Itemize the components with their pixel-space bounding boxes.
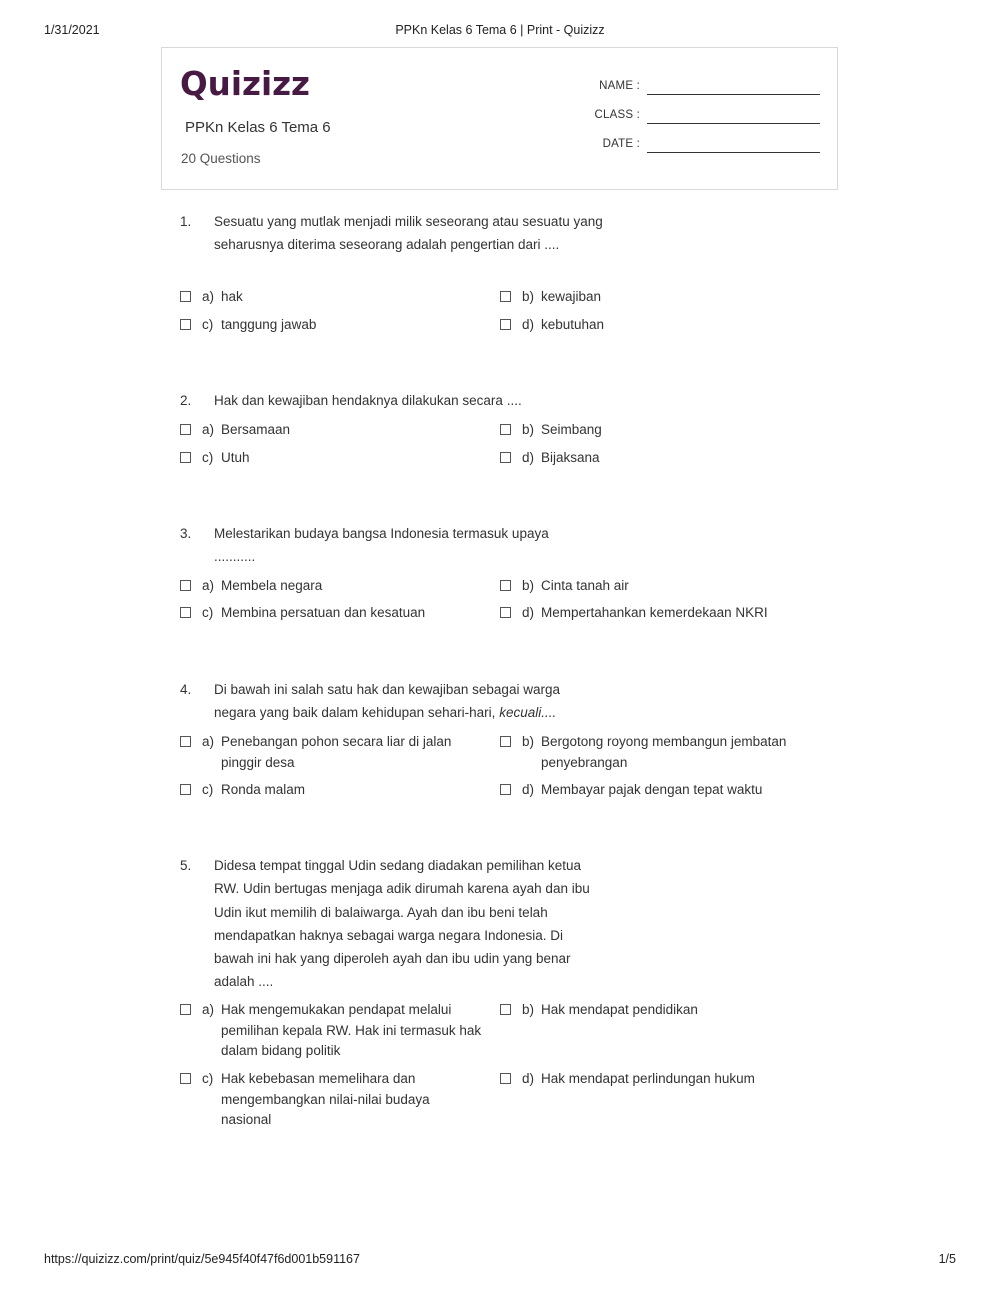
option-letter: a) — [202, 578, 215, 593]
date-line[interactable] — [647, 152, 820, 153]
class-field[interactable] — [560, 107, 820, 127]
question-count: 20 Questions — [181, 151, 261, 166]
option-letter: b) — [522, 578, 535, 593]
question-number: 2. — [180, 393, 192, 408]
print-date: 1/31/2021 — [44, 23, 100, 37]
question-number: 5. — [180, 858, 192, 873]
quizizz-logo-icon — [180, 62, 312, 102]
print-url: https://quizizz.com/print/quiz/5e945f40f47f6d001b591167 — [44, 1252, 360, 1266]
question-text-main: Di bawah ini salah satu hak dan kewajiban sebagai warga negara yang baik dalam kehidupan sehari-hari, — [214, 682, 560, 721]
name-field[interactable] — [560, 78, 820, 98]
question-text: Didesa tempat tinggal Udin sedang diadakan pemilihan ketua RW. Udin bertugas menjaga adik dirumah karena ayah dan ibu Udin ikut memilih di balaiwarga. Ayah dan ibu beni telah mendapatkan haknya sebagai warga negara Indonesia. Di bawah ini hak yang diperoleh ayah dan ibu udin yang benar adalah .... — [214, 858, 590, 990]
checkbox[interactable] — [180, 1004, 191, 1015]
option-letter: c) — [202, 1071, 214, 1086]
option-text: Cinta tanah air — [541, 578, 629, 593]
option-text: Membela negara — [221, 578, 323, 593]
quiz-title: PPKn Kelas 6 Tema 6 — [185, 119, 331, 136]
checkbox[interactable] — [180, 580, 191, 591]
print-page-number: 1/5 — [938, 1252, 956, 1266]
checkbox[interactable] — [500, 580, 511, 591]
option-text: hak — [221, 289, 243, 304]
option-letter: c) — [202, 317, 214, 332]
question-text: Hak dan kewajiban hendaknya dilakukan secara .... — [214, 393, 522, 408]
date-label: DATE : — [602, 138, 640, 150]
checkbox[interactable] — [500, 319, 511, 330]
option-text: Hak mendapat pendidikan — [541, 1002, 698, 1017]
option-text: Membina persatuan dan kesatuan — [221, 605, 426, 620]
checkbox[interactable] — [500, 291, 511, 302]
checkbox[interactable] — [500, 736, 511, 747]
checkbox[interactable] — [500, 1004, 511, 1015]
option-text: Seimbang — [541, 422, 602, 437]
name-line[interactable] — [647, 94, 820, 95]
option-letter: d) — [522, 317, 535, 332]
option-letter: b) — [522, 734, 535, 749]
class-line[interactable] — [647, 123, 820, 124]
option-text: Bijaksana — [541, 450, 600, 465]
question-text — [214, 678, 586, 725]
class-label: CLASS : — [594, 109, 640, 121]
option-text: Utuh — [221, 450, 250, 465]
option-letter: d) — [522, 1071, 535, 1086]
question-text: Sesuatu yang mutlak menjadi milik seseorang atau sesuatu yang seharusnya diterima seseorang adalah pengertian dari .... — [214, 214, 603, 253]
quizizz-logo — [180, 62, 312, 107]
option-text: Hak kebebasan memelihara dan mengembangkan nilai-nilai budaya nasional — [221, 1071, 430, 1128]
option-letter: c) — [202, 782, 214, 797]
checkbox[interactable] — [180, 424, 191, 435]
option-text: Ronda malam — [221, 782, 306, 797]
option-text: Bergotong royong membangun jembatan penyebrangan — [541, 734, 787, 770]
option-text: Mempertahankan kemerdekaan NKRI — [541, 605, 768, 620]
option-text: Hak mendapat perlindungan hukum — [541, 1071, 755, 1086]
question-number: 3. — [180, 526, 192, 541]
checkbox[interactable] — [180, 319, 191, 330]
checkbox[interactable] — [180, 1073, 191, 1084]
option-letter: b) — [522, 1002, 535, 1017]
checkbox[interactable] — [180, 452, 191, 463]
option-text: tanggung jawab — [221, 317, 317, 332]
option-text: Bersamaan — [221, 422, 291, 437]
quizizz-logo-text: Quizizz — [180, 64, 310, 102]
checkbox[interactable] — [180, 291, 191, 302]
option-letter: a) — [202, 422, 215, 437]
checkbox[interactable] — [180, 784, 191, 795]
question-text-emphasis: kecuali.... — [499, 705, 557, 721]
checkbox[interactable] — [500, 452, 511, 463]
checkbox[interactable] — [500, 784, 511, 795]
option-letter: a) — [202, 289, 215, 304]
option-text: Penebangan pohon secara liar di jalan pinggir desa — [221, 734, 452, 770]
question-number: 4. — [180, 682, 192, 697]
option-text: kebutuhan — [541, 317, 605, 332]
option-letter: d) — [522, 782, 535, 797]
option-letter: d) — [522, 605, 535, 620]
print-page-title: PPKn Kelas 6 Tema 6 | Print - Quizizz — [395, 23, 605, 37]
option-letter: a) — [202, 734, 215, 749]
checkbox[interactable] — [180, 736, 191, 747]
name-label: NAME : — [599, 80, 640, 92]
checkbox[interactable] — [500, 607, 511, 618]
checkbox[interactable] — [180, 607, 191, 618]
option-letter: c) — [202, 605, 214, 620]
option-letter: a) — [202, 1002, 215, 1017]
checkbox[interactable] — [500, 424, 511, 435]
option-letter: b) — [522, 422, 535, 437]
option-text: Hak mengemukakan pendapat melalui pemilihan kepala RW. Hak ini termasuk hak dalam bidang politik — [221, 1002, 482, 1059]
option-letter: c) — [202, 450, 214, 465]
option-letter: b) — [522, 289, 535, 304]
date-field[interactable] — [560, 136, 820, 156]
option-text: kewajiban — [541, 289, 602, 304]
option-text: Membayar pajak dengan tepat waktu — [541, 782, 763, 797]
option-letter: d) — [522, 450, 535, 465]
question-number: 1. — [180, 214, 192, 229]
checkbox[interactable] — [500, 1073, 511, 1084]
question-text: Melestarikan budaya bangsa Indonesia termasuk upaya ........... — [214, 526, 549, 565]
